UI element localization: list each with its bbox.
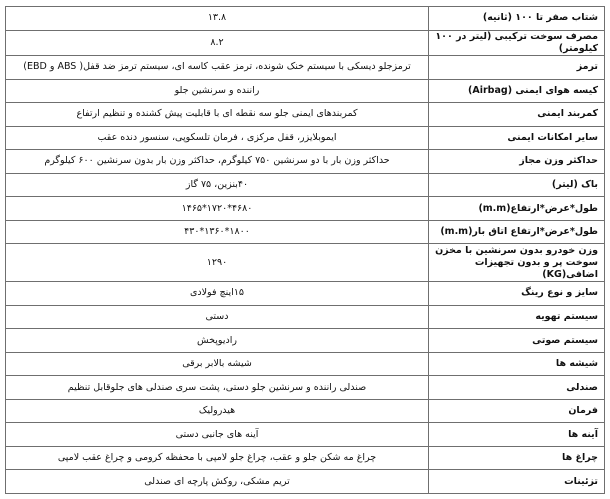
table-row bbox=[6, 282, 605, 306]
table-row bbox=[6, 126, 605, 150]
table-row bbox=[6, 352, 605, 376]
row-value: ۸.۲ bbox=[6, 30, 429, 56]
row-label: وزن خودرو بدون سرنشین با مخزن سوخت پر و بدون تجهیزات اضافی(KG) bbox=[429, 244, 605, 282]
row-label: سیستم صوتی bbox=[429, 329, 605, 353]
table-row bbox=[6, 173, 605, 197]
row-value: هیدرولیک bbox=[6, 399, 429, 423]
table-row bbox=[6, 197, 605, 221]
table-row bbox=[6, 244, 605, 282]
row-label: حداکثر وزن مجاز bbox=[429, 150, 605, 174]
row-value: آینه های جانبی دستی bbox=[6, 423, 429, 447]
row-value: راننده و سرنشین جلو bbox=[6, 79, 429, 103]
row-label: کیسه هوای ایمنی (Airbag) bbox=[429, 79, 605, 103]
row-label: سایز و نوع رینگ bbox=[429, 282, 605, 306]
row-value: تریم مشکی، روکش پارچه ای صندلی bbox=[6, 470, 429, 494]
row-value: حداکثر وزن بار با دو سرنشین ۷۵۰ کیلوگرم، حداکثر وزن بار بدون سرنشین ۶۰۰ کیلوگرم bbox=[6, 150, 429, 174]
row-value: کمربندهای ایمنی جلو سه نقطه ای با قابلیت پیش کشنده و تنظیم ارتفاع bbox=[6, 103, 429, 127]
row-label: فرمان bbox=[429, 399, 605, 423]
row-label: شتاب صفر تا ۱۰۰ (ثانیه) bbox=[429, 7, 605, 31]
table-row bbox=[6, 399, 605, 423]
row-label: طول*عرض*ارتفاع اتاق بار(m.m) bbox=[429, 220, 605, 244]
table-row bbox=[6, 376, 605, 400]
table-row bbox=[6, 329, 605, 353]
table-row bbox=[6, 423, 605, 447]
table-row bbox=[6, 305, 605, 329]
row-label: مصرف سوخت ترکیبی (لیتر در ۱۰۰ کیلومتر) bbox=[429, 30, 605, 56]
row-label: چراغ ها bbox=[429, 446, 605, 470]
row-value: ۱۳.۸ bbox=[6, 7, 429, 31]
spec-table-container bbox=[5, 6, 605, 494]
row-value: ۱۵اینچ فولادی bbox=[6, 282, 429, 306]
row-value: رادیوپخش bbox=[6, 329, 429, 353]
row-label: شیشه ها bbox=[429, 352, 605, 376]
row-value: ترمزجلو دیسکی با سیستم خنک شونده، ترمز عقب کاسه ای، سیستم ترمز ضد قفل( ABS و EBD) bbox=[6, 56, 429, 80]
row-value: ۱۲۹۰ bbox=[6, 244, 429, 282]
table-row bbox=[6, 446, 605, 470]
row-value: صندلی راننده و سرنشین جلو دستی، پشت سری صندلی های جلوقابل تنظیم bbox=[6, 376, 429, 400]
row-value: دستی bbox=[6, 305, 429, 329]
table-row bbox=[6, 7, 605, 31]
row-label: سیستم تهویه bbox=[429, 305, 605, 329]
table-row bbox=[6, 30, 605, 56]
spec-table bbox=[5, 6, 605, 494]
table-row bbox=[6, 56, 605, 80]
table-row bbox=[6, 150, 605, 174]
row-label: آینه ها bbox=[429, 423, 605, 447]
row-label: سایر امکانات ایمنی bbox=[429, 126, 605, 150]
row-label: طول*عرض*ارتفاع(m.m) bbox=[429, 197, 605, 221]
row-label: ترمز bbox=[429, 56, 605, 80]
row-value: ۴۶۸۰*۱۷۲۰*۱۴۶۵ bbox=[6, 197, 429, 221]
row-value: ۱۸۰۰*۱۳۶۰*۴۳۰ bbox=[6, 220, 429, 244]
row-label: صندلی bbox=[429, 376, 605, 400]
row-value: ایموبلایزر، قفل مرکزی ، فرمان تلسکوپی، سنسور دنده عقب bbox=[6, 126, 429, 150]
row-label: تزئینات bbox=[429, 470, 605, 494]
row-value: چراغ مه شکن جلو و عقب، چراغ جلو لامپی با محفظه کرومی و چراغ عقب لامپی bbox=[6, 446, 429, 470]
row-label: کمربند ایمنی bbox=[429, 103, 605, 127]
row-label: باک (لیتر) bbox=[429, 173, 605, 197]
table-row bbox=[6, 470, 605, 494]
row-value: شیشه بالابر برقی bbox=[6, 352, 429, 376]
table-row bbox=[6, 103, 605, 127]
table-row bbox=[6, 220, 605, 244]
table-row bbox=[6, 79, 605, 103]
row-value: ۴۰بنزین، ۷۵ گاز bbox=[6, 173, 429, 197]
